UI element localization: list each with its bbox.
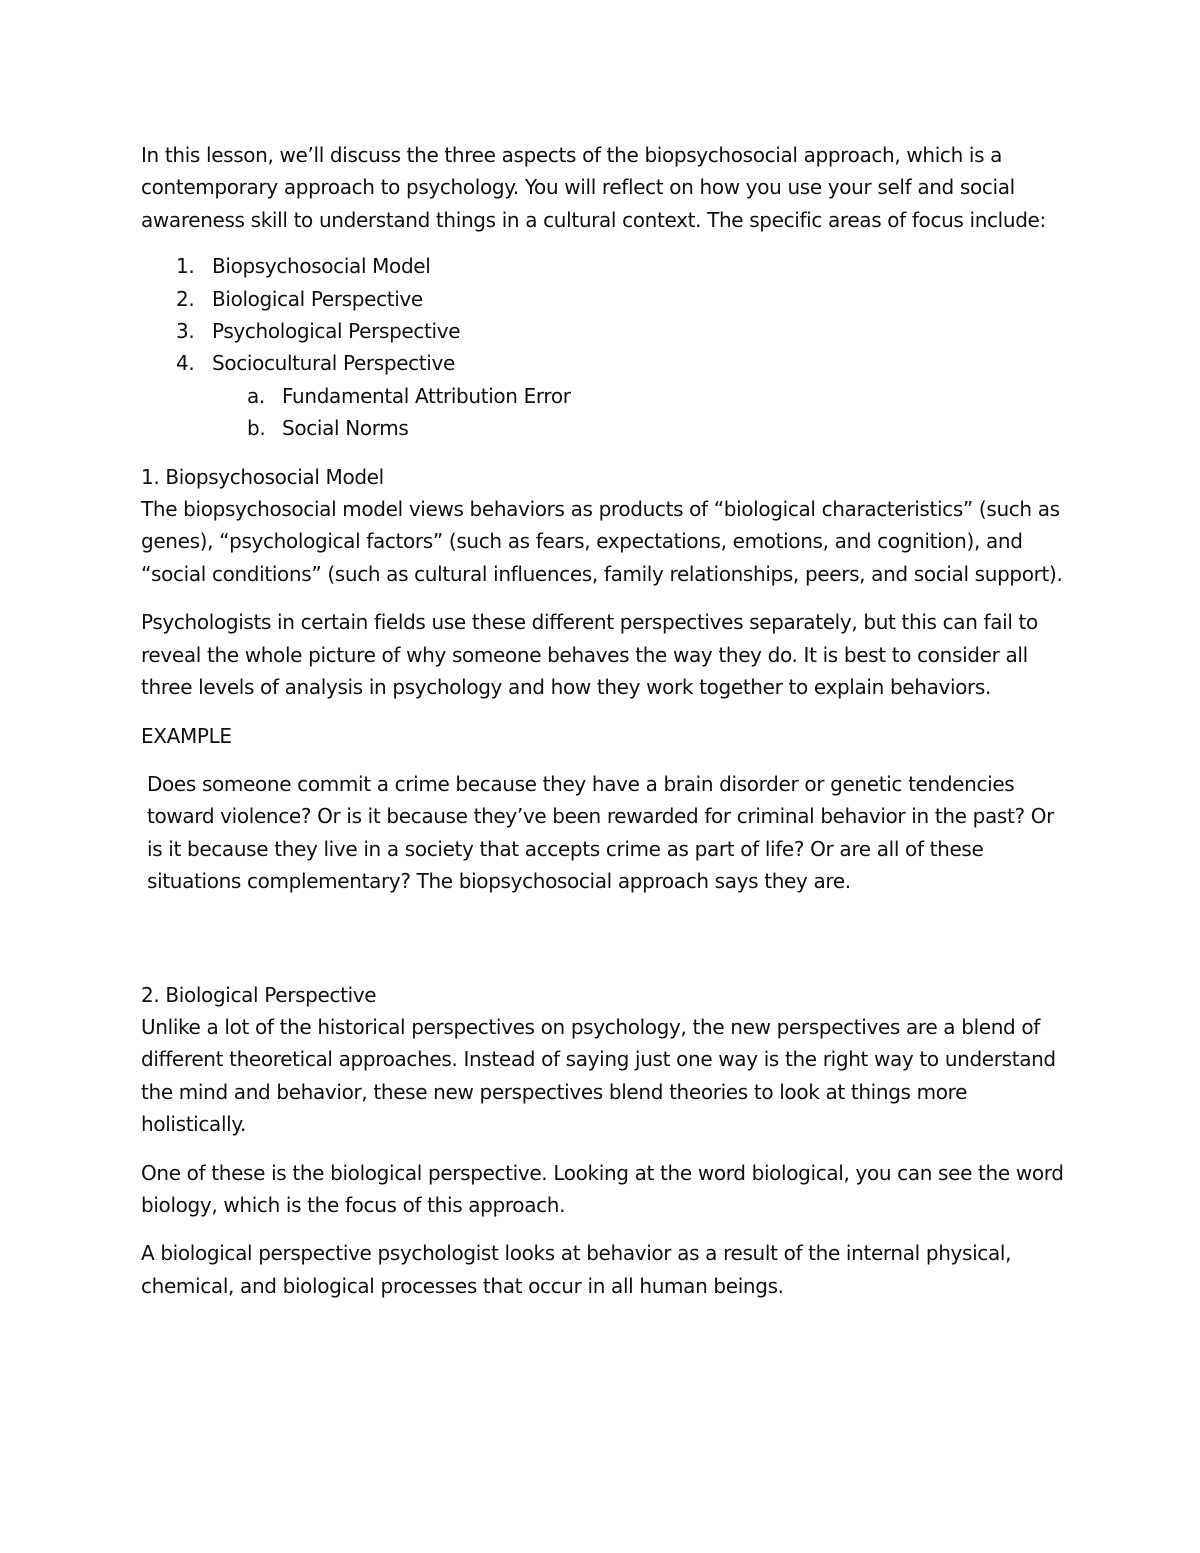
- sub-outline-item-label: Social Norms: [282, 416, 409, 441]
- section-1-title: 1. Biopsychosocial Model: [141, 464, 384, 489]
- outline-item: [141, 315, 1071, 347]
- outline-item-label: Biopsychosocial Model: [212, 254, 431, 279]
- outline-item-label: Psychological Perspective: [212, 319, 461, 344]
- sub-outline: [141, 380, 1071, 445]
- sub-outline-item: [141, 412, 1071, 444]
- section-2-paragraph: One of these is the biological perspective. Looking at the word biological, you can see the word biology, which is the focus of this approach.: [141, 1160, 1064, 1217]
- outline-item-label: Biological Perspective: [212, 286, 423, 311]
- sub-outline-item-letter: a.: [247, 383, 265, 408]
- outline-item: [141, 250, 1071, 282]
- sub-outline-item-label: Fundamental Attribution Error: [282, 383, 571, 408]
- outline-item-number: 4.: [176, 351, 195, 376]
- section-1-paragraph: The biopsychosocial model views behaviors as products of “biological characteristics” (such as genes), “psychological factors” (such as fears, expectations, emotions, and cognition), and “social conditions” (such as cultural influences, family relationships, peers, and social support).: [141, 497, 1063, 586]
- section-1-paragraph: Psychologists in certain fields use these different perspectives separately, but this can fail to reveal the whole picture of why someone behaves the way they do. It is best to consider all three levels of analysis in psychology and how they work together to explain behaviors.: [141, 610, 1038, 700]
- example-label: EXAMPLE: [141, 723, 232, 748]
- outline-item-number: 1.: [176, 254, 195, 279]
- document-page: [141, 139, 1071, 1302]
- topic-outline: [141, 250, 1071, 380]
- outline-item: [141, 347, 1071, 379]
- section-2-title: 2. Biological Perspective: [141, 982, 377, 1007]
- intro-paragraph: In this lesson, we’ll discuss the three aspects of the biopsychosocial approach, which is a contemporary approach to psychology. You will reflect on how you use your self and social awareness skill to understand things in a cultural context. The specific areas of focus include:: [141, 143, 1046, 232]
- example-paragraph: Does someone commit a crime because they have a brain disorder or genetic tendencies toward violence? Or is it because they’ve been rewarded for criminal behavior in the past? Or is it because they live in a society that accepts crime as part of life? Or are all of these situations complementary? The biopsychosocial approach says they are.: [147, 771, 1054, 894]
- sub-outline-item-letter: b.: [247, 416, 266, 441]
- outline-item: [141, 283, 1071, 315]
- outline-item-number: 3.: [176, 319, 195, 344]
- sub-outline-item: [141, 380, 1071, 412]
- outline-item-label: Sociocultural Perspective: [212, 351, 455, 376]
- section-2-paragraph: Unlike a lot of the historical perspectives on psychology, the new perspectives are a blend of different theoretical approaches. Instead of saying just one way is the right way to understand the mind and behavior, these new perspectives blend theories to look at things more holistically.: [141, 1014, 1056, 1137]
- section-2-paragraph: A biological perspective psychologist looks at behavior as a result of the internal physical, chemical, and biological processes that occur in all human beings.: [141, 1241, 1012, 1298]
- outline-item-number: 2.: [176, 286, 195, 311]
